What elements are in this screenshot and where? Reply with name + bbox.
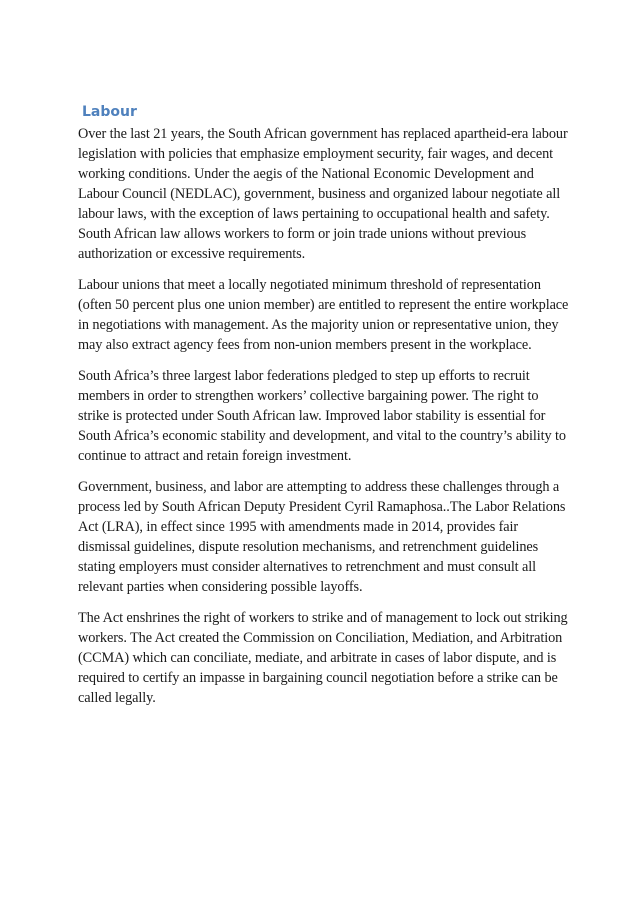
document-body xyxy=(78,124,570,719)
paragraph-5: The Act enshrines the right of workers to strike and of management to lock out striking workers. The Act created the Commission on Conciliation, Mediation, and Arbitration (CCMA) which can conciliate, mediate, and arbitrate in cases of labor dispute, and is required to certify an impasse in bargaining council negotiation before a strike can be called legally. xyxy=(78,610,568,706)
paragraph-2: Labour unions that meet a locally negotiated minimum threshold of representation (often 50 percent plus one union member) are entitled to represent the entire workplace in negotiations with management. As the majority union or representative union, they may also extract agency fees from non-union members present in the workplace. xyxy=(78,277,569,353)
paragraph-1: Over the last 21 years, the South African government has replaced apartheid-era labour legislation with policies that emphasize employment security, fair wages, and decent working conditions. Under the aegis of the National Economic Development and Labour Council (NEDLAC), government, business and organized labour negotiate all labour laws, with the exception of laws pertaining to occupational health and safety. South African law allows workers to form or join trade unions without previous authorization or excessive requirements. xyxy=(78,126,568,262)
section-heading: Labour xyxy=(82,104,137,120)
paragraph-3: South Africa’s three largest labor federations pledged to step up efforts to recruit members in order to strengthen workers’ collective bargaining power. The right to strike is protected under South African law. Improved labor stability is essential for South Africa’s economic stability and development, and vital to the country’s ability to continue to attract and retain foreign investment. xyxy=(78,368,566,464)
paragraph-4: Government, business, and labor are attempting to address these challenges through a process led by South African Deputy President Cyril Ramaphosa..The Labor Relations Act (LRA), in effect since 1995 with amendments made in 2014, provides fair dismissal guidelines, dispute resolution mechanisms, and retrenchment guidelines stating employers must consider alternatives to retrenchment and must consult all relevant parties when considering possible layoffs. xyxy=(78,479,566,595)
